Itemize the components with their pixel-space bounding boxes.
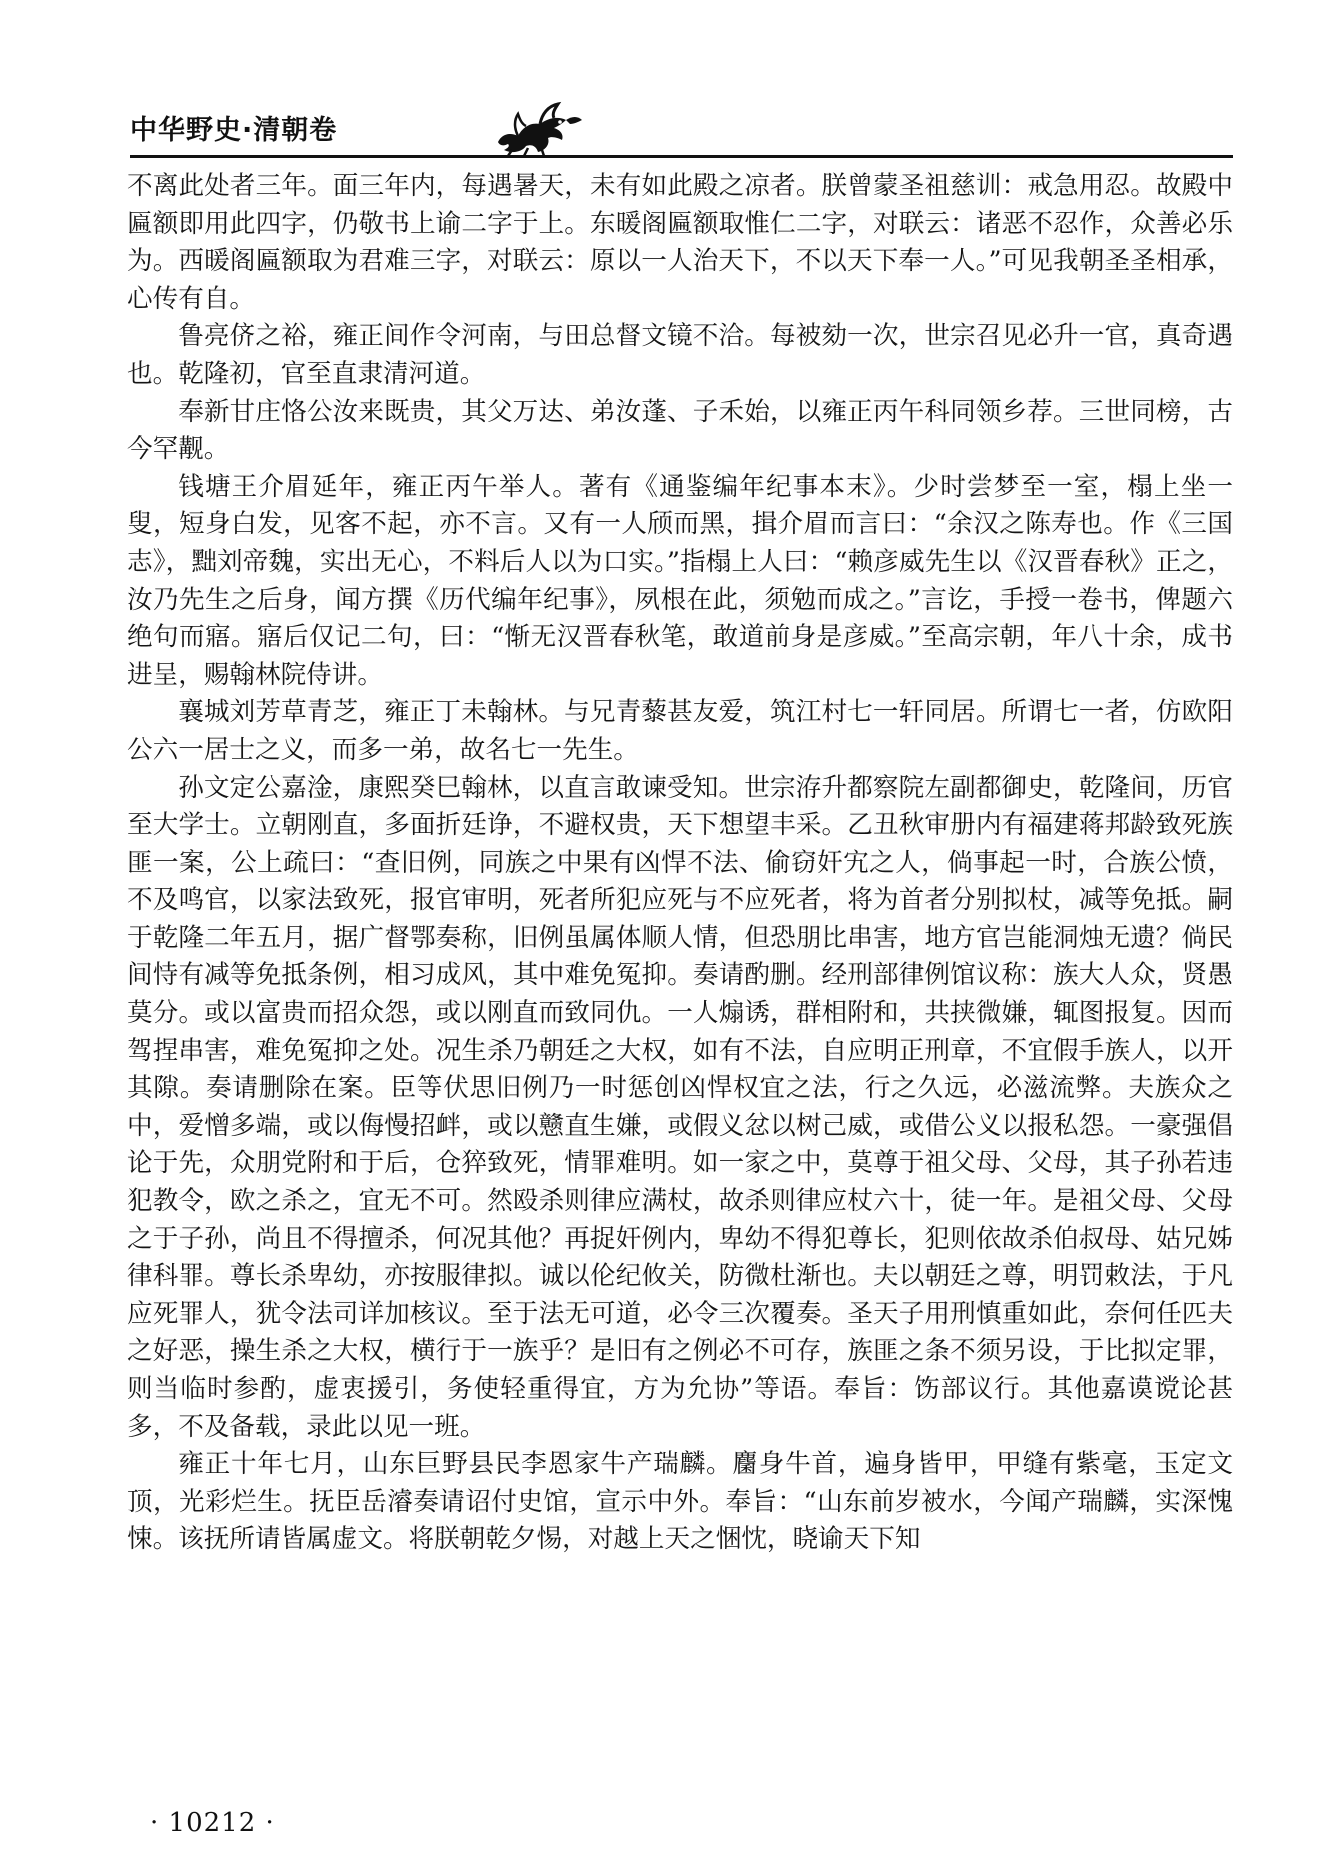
paragraph: 襄城刘芳草青芝，雍正丁未翰林。与兄青藜甚友爱，筑江村七一轩同居。所谓七一者，仿欧阳公六一居士之义，而多一弟，故名七一先生。 <box>127 697 1233 765</box>
paragraph: 鲁亮侪之裕，雍正间作令河南，与田总督文镜不洽。每被劾一次，世宗召见必升一官，真奇遇也。乾隆初，官至直隶清河道。 <box>127 321 1233 389</box>
paragraph: 奉新甘庄恪公汝来既贵，其父万达、弟汝蓬、子禾始，以雍正丙午科同领乡荐。三世同榜，古今罕觏。 <box>127 396 1233 465</box>
body-text <box>127 168 1233 1559</box>
paragraph: 钱塘王介眉延年，雍正丙午举人。著有《通鉴编年纪事本末》。少时尝梦至一室，榻上坐一叟，短身白发，见客不起，亦不言。又有一人颀而黑，揖介眉而言曰：“余汉之陈寿也。作《三国志》，黜刘帝魏，实出无心，不料后人以为口实。”指榻上人曰：“赖彦威先生以《汉晋春秋》正之，汝乃先生之后身，闻方撰《历代编年纪事》，夙根在此，须勉而成之。”言讫，手授一卷书，俾题六绝句而寤。寤后仅记二句，曰：“惭无汉晋春秋笔，敢道前身是彦威。”至高宗朝，年八十余，成书进呈，赐翰林院侍讲。 <box>127 471 1233 690</box>
page-number: · 10212 · <box>150 1808 275 1838</box>
running-header <box>130 98 1230 158</box>
book-title: 中华野史·清朝卷 <box>130 115 338 146</box>
dragon-emblem-icon <box>488 98 588 156</box>
paragraph: 雍正十年七月，山东巨野县民李恩家牛产瑞麟。麕身牛首，遍身皆甲，甲缝有紫毫，玉定文顶，光彩烂生。抚臣岳濬奏请诏付史馆，宣示中外。奉旨：“山东前岁被水，今闻产瑞麟，实深愧悚。该抚所请皆属虚文。将朕朝乾夕惕，对越上天之悃忱，晓谕天下知 <box>127 1449 1233 1555</box>
header-rule <box>130 155 1233 158</box>
paragraph: 不离此处者三年。面三年内，每遇暑天，未有如此殿之凉者。朕曾蒙圣祖慈训：戒急用忍。故殿中匾额即用此四字，仍敬书上谕二字于上。东暖阁匾额取惟仁二字，对联云：诸恶不忍作，众善必乐为。西暖阁匾额取为君难三字，对联云：原以一人治天下，不以天下奉一人。”可见我朝圣圣相承，心传有自。 <box>127 171 1233 314</box>
paragraph: 孙文定公嘉淦，康熙癸巳翰林，以直言敢谏受知。世宗洊升都察院左副都御史，乾隆间，历官至大学士。立朝刚直，多面折廷诤，不避权贵，天下想望丰采。乙丑秋审册内有福建蒋邦龄致死族匪一案，公上疏曰：“查旧例，同族之中果有凶悍不法、偷窃奸宄之人，倘事起一时，合族公愤，不及鸣官，以家法致死，报官审明，死者所犯应死与不应死者，将为首者分别拟杖，减等免抵。嗣于乾隆二年五月，据广督鄂奏称，旧例虽属体顺人情，但恐朋比串害，地方官岂能洞烛无遗？倘民间恃有减等免抵条例，相习成风，其中难免冤抑。奏请酌删。经刑部律例馆议称：族大人众，贤愚莫分。或以富贵而招众怨，或以刚直而致同仇。一人煽诱，群相附和，共挟微嫌，辄图报复。因而驾捏串害，难免冤抑之处。况生杀乃朝廷之大权，如有不法，自应明正刑章，不宜假手族人，以开其隙。奏请删除在案。臣等伏思旧例乃一时惩创凶悍权宜之法，行之久远，必滋流弊。夫族众之中，爱憎多端，或以侮慢招衅，或以戆直生嫌，或假义忿以树己威，或借公义以报私怨。一豪强倡论于先，众朋党附和于后，仓猝致死，情罪难明。如一家之中，莫尊于祖父母、父母，其子孙若违犯教令，欧之杀之，宜无不可。然殴杀则律应满杖，故杀则律应杖六十，徒一年。是祖父母、父母之于子孙，尚且不得擅杀，何况其他？再捉奸例内，卑幼不得犯尊长，犯则依故杀伯叔母、姑兄姊律科罪。尊长杀卑幼，亦按服律拟。诚以伦纪攸关，防微杜渐也。夫以朝廷之尊，明罚敕法，于凡应死罪人，犹令法司详加核议。至于法无可道，必令三次覆奏。圣天子用刑慎重如此，奈何任匹夫之好恶，操生杀之大权，横行于一族乎？是旧有之例必不可存，族匪之条不须另设，于比拟定罪，则当临时参酌，虚衷援引，务使轻重得宜，方为允协”等语。奉旨：饬部议行。其他嘉谟谠论甚多，不及备载，录此以见一班。 <box>127 772 1233 1442</box>
